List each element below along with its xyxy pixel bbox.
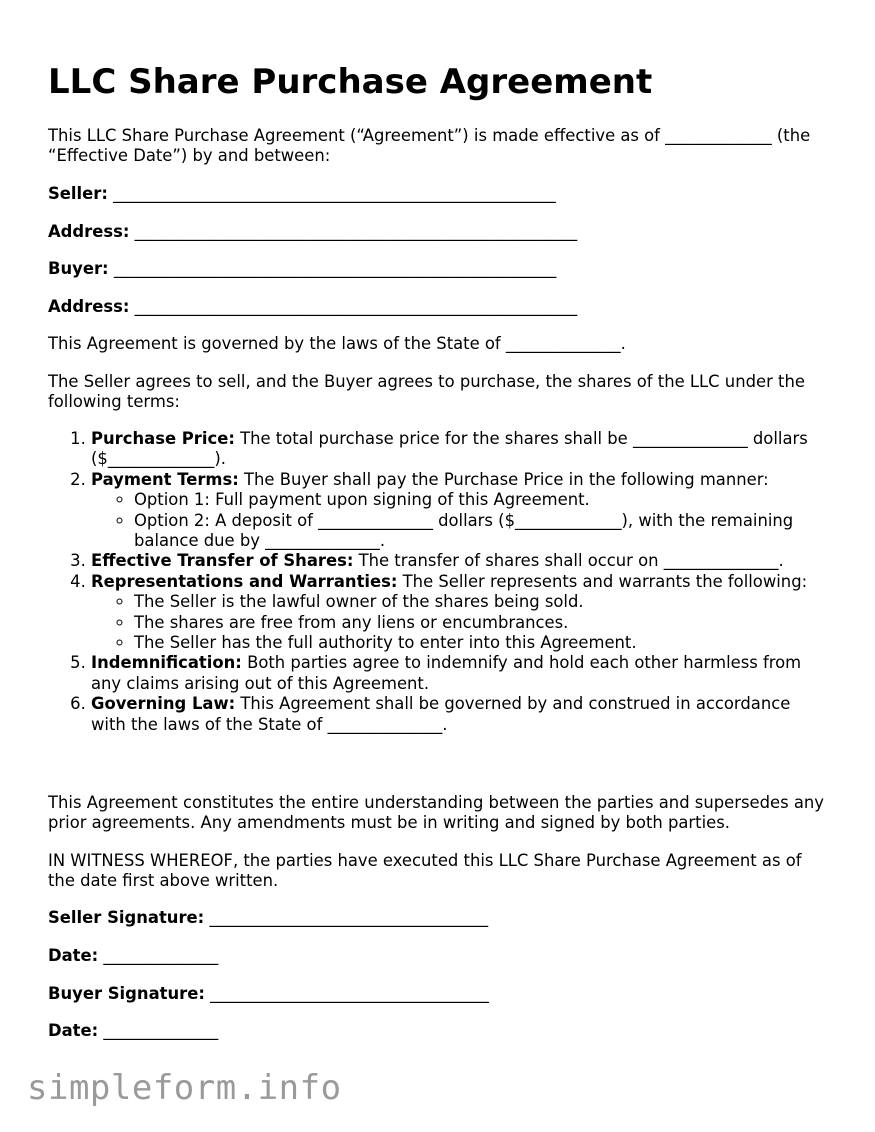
payment-option: ◦ Option 2: A deposit of ______________ dollars ($_____________), with the remaining balance due by ______________. [134,511,828,552]
buyer-signature-field [48,984,489,1004]
term-payment-terms [91,470,828,552]
seller-signature-label: Seller Signature: [48,908,205,927]
seller-date-field [48,946,218,966]
seller-address-label: Address: [48,222,130,241]
entire-agreement-paragraph: This Agreement constitutes the entire understanding between the parties and supersedes any prior agreements. Any amendments must be in writing and signed by both parties. [48,793,824,833]
term-label: Governing Law: [91,694,236,714]
warranty-item: ◦ The Seller has the full authority to enter into this Agreement. [134,633,828,653]
seller-date-blank: ______________ [103,946,219,965]
buyer-signature-blank: __________________________________ [210,984,489,1003]
term-indemnification [91,653,828,694]
buyer-field [48,259,556,279]
payment-options [91,490,828,551]
governing-intro: This Agreement is governed by the laws of the State of ______________. [48,334,626,353]
buyer-signature-label: Buyer Signature: [48,984,205,1003]
sell-intro: The Seller agrees to sell, and the Buyer agrees to purchase, the shares of the LLC under the following terms: [48,372,805,412]
document-title: LLC Share Purchase Agreement [48,62,653,102]
warranty-item: ◦ The Seller is the lawful owner of the shares being sold. [134,592,828,612]
seller-blank: ______________________________________________________ [113,184,556,203]
seller-signature-field [48,908,488,928]
buyer-address-label: Address: [48,297,130,316]
buyer-address-blank: ______________________________________________________ [134,297,578,316]
term-text: The Buyer shall pay the Purchase Price in the following manner: [238,469,769,489]
buyer-address-field [48,297,577,317]
seller-signature-blank: __________________________________ [209,908,489,927]
buyer-date-label: Date: [48,1021,99,1040]
term-text: Both parties agree to indemnify and hold each other harmless from any claims arising out of this Agreement. [91,653,802,693]
term-text: The Seller represents and warrants the following: [397,571,808,591]
term-label: Indemnification: [91,653,242,673]
term-representations [91,572,828,654]
buyer-date-blank: ______________ [103,1021,219,1040]
buyer-date-field [48,1021,218,1041]
seller-label: Seller: [48,184,108,203]
intro-paragraph: This LLC Share Purchase Agreement (“Agreement”) is made effective as of _____________ (the “Effective Date”) by and between: [48,126,811,166]
buyer-blank: ______________________________________________________ [113,259,557,278]
term-purchase-price [91,429,828,470]
term-label: Effective Transfer of Shares: [91,551,354,571]
witness-paragraph: IN WITNESS WHEREOF, the parties have executed this LLC Share Purchase Agreement as of the date first above written. [48,851,802,891]
warranty-list [91,592,828,653]
seller-field [48,184,556,204]
term-text: The total purchase price for the shares shall be ______________ dollars ($_____________). [91,429,808,469]
buyer-label: Buyer: [48,259,109,278]
seller-date-label: Date: [48,946,99,965]
warranty-item: ◦ The shares are free from any liens or encumbrances. [134,613,828,633]
term-label: Purchase Price: [91,429,235,448]
terms-list [48,429,828,735]
payment-option: ◦ Option 1: Full payment upon signing of this Agreement. [134,490,828,510]
term-text: This Agreement shall be governed by and construed in accordance with the laws of the State of ______________. [91,694,791,734]
term-governing-law [91,694,828,735]
seller-address-field [48,222,577,242]
seller-address-blank: ______________________________________________________ [134,222,578,241]
term-effective-transfer [91,551,828,571]
watermark-text: simpleform.info [27,1068,342,1108]
term-label: Representations and Warranties: [91,571,398,591]
term-label: Payment Terms: [91,469,239,489]
term-text: The transfer of shares shall occur on ______________. [353,551,784,571]
